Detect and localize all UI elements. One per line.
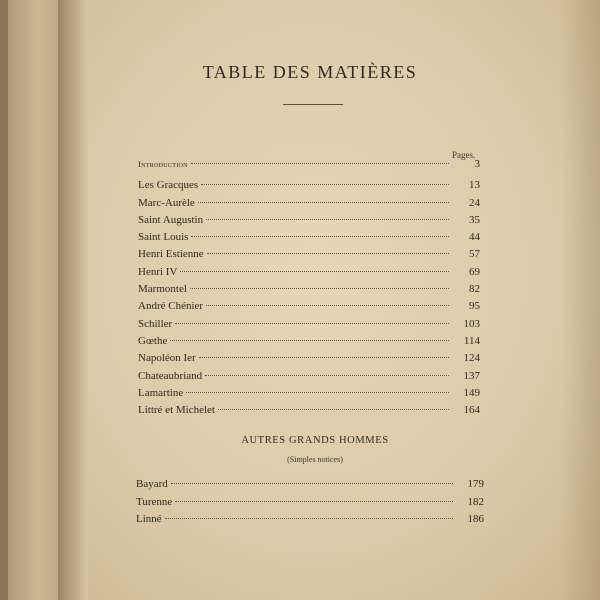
leader-dots: [198, 202, 449, 203]
leader-dots: [170, 340, 449, 341]
leader-dots: [171, 483, 453, 484]
toc-entry-page: 24: [469, 196, 480, 209]
toc-entry-label: Henri IV: [138, 265, 178, 278]
toc-entry: [138, 266, 480, 283]
leader-dots: [206, 219, 449, 220]
toc-entry-label: Turenne: [136, 495, 173, 508]
leader-dots: [207, 253, 449, 254]
toc-entry-label: Linné: [136, 513, 162, 525]
book-gutter: [58, 0, 88, 600]
section-toc-list: [136, 478, 484, 531]
toc-entry-label: Les Gracques: [138, 179, 199, 192]
leader-dots: [175, 501, 453, 502]
toc-entry: [138, 370, 480, 387]
toc-entry: [138, 318, 480, 335]
leader-dots: [199, 357, 449, 358]
toc-entry-page: 35: [469, 213, 480, 226]
toc-entry-label: Lamartine: [138, 386, 184, 399]
leader-dots: [190, 288, 449, 289]
toc-entry-page: 182: [467, 495, 484, 508]
toc-entry-page: 164: [463, 404, 480, 417]
title-rule: [283, 104, 343, 105]
toc-entry-label: Littré et Michelet: [138, 404, 215, 417]
toc-entry-page: 82: [469, 283, 480, 296]
section-title: AUTRES GRANDS HOMMES: [241, 435, 389, 446]
leader-dots: [180, 271, 449, 272]
leader-dots: [205, 375, 449, 376]
toc-entry-page: 95: [469, 300, 480, 313]
toc-entry-page: 149: [463, 386, 480, 399]
toc-entry: [138, 387, 480, 404]
toc-entry: [136, 513, 484, 531]
toc-entry-label: Chateaubriand: [138, 369, 203, 382]
toc-entry-label: Napoléon Ier: [138, 352, 196, 365]
toc-entry-page: 3: [474, 158, 480, 170]
leader-dots: [206, 305, 449, 306]
toc-entry-label: Gœthe: [138, 334, 168, 347]
toc-entry-label: Saint Louis: [138, 231, 189, 244]
toc-entry: [138, 179, 480, 196]
toc-entry-page: 44: [469, 231, 480, 244]
leader-dots: [218, 409, 449, 410]
leader-dots: [201, 184, 449, 185]
left-page-edge: [0, 0, 8, 600]
toc-entry: [138, 197, 480, 214]
toc-list: [138, 158, 480, 421]
pages-column-label: Pages.: [452, 150, 476, 160]
leader-dots: [165, 518, 453, 519]
toc-entry-page: 13: [469, 179, 480, 192]
toc-entry: [138, 158, 480, 175]
toc-entry: [138, 231, 480, 248]
toc-entry-label: Saint Augustin: [138, 213, 204, 226]
toc-entry-label: Marc-Aurèle: [138, 196, 195, 209]
toc-entry: [138, 214, 480, 231]
toc-entry-page: 179: [467, 478, 484, 490]
leader-dots: [191, 163, 449, 164]
leader-dots: [191, 236, 449, 237]
toc-entry: [138, 248, 480, 265]
toc-entry: [136, 496, 484, 514]
leader-dots: [175, 323, 449, 324]
toc-entry-page: 114: [463, 334, 480, 347]
toc-entry: [138, 404, 480, 421]
toc-entry-page: 69: [469, 265, 480, 278]
page-shadow: [560, 0, 600, 600]
toc-entry-label: André Chénier: [138, 300, 204, 313]
toc-entry-page: 103: [463, 317, 480, 330]
toc-entry-page: 124: [463, 352, 480, 365]
page-title: TABLE DES MATIÈRES: [202, 62, 418, 82]
toc-entry-page: 57: [469, 248, 480, 261]
toc-entry-label: Bayard: [136, 478, 168, 490]
toc-entry: [138, 283, 480, 300]
toc-entry-label: Schiller: [138, 317, 173, 330]
toc-entry-page: 186: [467, 513, 484, 525]
toc-entry-page: 137: [463, 369, 480, 382]
toc-entry: [138, 335, 480, 352]
toc-entry: [136, 478, 484, 496]
toc-entry-label: Henri Estienne: [138, 248, 204, 261]
toc-entry-label: Marmontel: [138, 283, 187, 296]
leader-dots: [186, 392, 449, 393]
section-subtitle: (Simples notices): [287, 455, 343, 464]
toc-entry-label: Introduction: [138, 159, 188, 169]
toc-entry: [138, 300, 480, 317]
toc-entry: [138, 352, 480, 369]
